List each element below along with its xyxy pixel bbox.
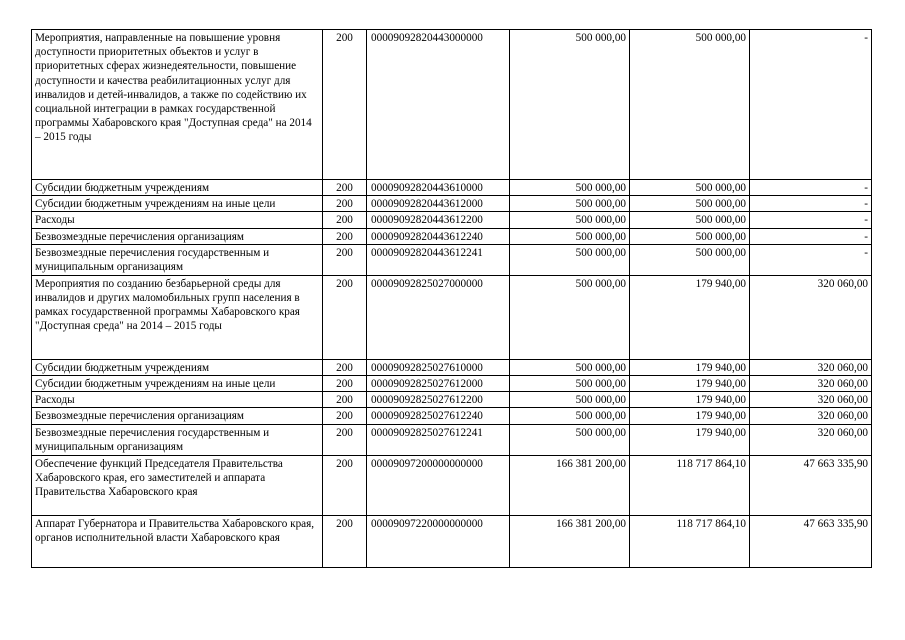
row-unexecuted: 320 060,00 xyxy=(750,408,872,424)
row-executed: 179 940,00 xyxy=(630,408,750,424)
row-approved: 500 000,00 xyxy=(510,275,630,359)
row-executed: 118 717 864,10 xyxy=(630,515,750,567)
row-unexecuted: - xyxy=(750,180,872,196)
row-name: Субсидии бюджетным учреждениям на иные цели xyxy=(32,196,323,212)
row-budget-code: 00009092825027612200 xyxy=(367,392,510,408)
row-approved: 166 381 200,00 xyxy=(510,455,630,515)
row-unexecuted: 47 663 335,90 xyxy=(750,515,872,567)
row-unexecuted: - xyxy=(750,30,872,180)
budget-execution-table xyxy=(31,29,872,568)
row-name: Безвозмездные перечисления организациям xyxy=(32,408,323,424)
row-name: Безвозмездные перечисления организациям xyxy=(32,228,323,244)
row-budget-code: 00009092820443612000 xyxy=(367,196,510,212)
row-executed: 179 940,00 xyxy=(630,359,750,375)
row-name: Расходы xyxy=(32,392,323,408)
row-unexecuted: - xyxy=(750,228,872,244)
row-line-code: 200 xyxy=(323,275,367,359)
row-executed: 500 000,00 xyxy=(630,228,750,244)
row-unexecuted: 320 060,00 xyxy=(750,275,872,359)
row-approved: 500 000,00 xyxy=(510,228,630,244)
row-executed: 500 000,00 xyxy=(630,180,750,196)
row-budget-code: 00009092825027612241 xyxy=(367,424,510,455)
row-budget-code: 00009092820443610000 xyxy=(367,180,510,196)
row-line-code: 200 xyxy=(323,212,367,228)
row-approved: 500 000,00 xyxy=(510,212,630,228)
row-name: Субсидии бюджетным учреждениям xyxy=(32,180,323,196)
row-executed: 179 940,00 xyxy=(630,392,750,408)
row-line-code: 200 xyxy=(323,408,367,424)
table-row xyxy=(32,30,872,180)
row-budget-code: 00009092825027612240 xyxy=(367,408,510,424)
table-row xyxy=(32,408,872,424)
row-name: Мероприятия, направленные на повышение уровня доступности приоритетных объектов и услуг в приоритетных сферах жизнедеятельности, повышение доступности и качества реабилитационных услуг для инвалидов и детей-инвалидов, а также по содействию их социальной интеграции в рамках государственной программы Хабаровского края "Доступная среда" на 2014 – 2015 годы xyxy=(32,30,323,180)
row-name: Обеспечение функций Председателя Правительства Хабаровского края, его заместителей и аппарата Правительства Хабаровского края xyxy=(32,455,323,515)
row-name: Субсидии бюджетным учреждениям xyxy=(32,359,323,375)
row-budget-code: 00009092820443612241 xyxy=(367,244,510,275)
row-line-code: 200 xyxy=(323,515,367,567)
report-page xyxy=(31,29,871,568)
row-unexecuted: 320 060,00 xyxy=(750,376,872,392)
row-budget-code: 00009097220000000000 xyxy=(367,515,510,567)
table-row xyxy=(32,180,872,196)
row-unexecuted: 320 060,00 xyxy=(750,359,872,375)
row-line-code: 200 xyxy=(323,244,367,275)
row-budget-code: 00009092825027610000 xyxy=(367,359,510,375)
row-budget-code: 00009092825027000000 xyxy=(367,275,510,359)
table-row xyxy=(32,455,872,515)
row-unexecuted: - xyxy=(750,212,872,228)
row-line-code: 200 xyxy=(323,359,367,375)
row-line-code: 200 xyxy=(323,180,367,196)
row-executed: 179 940,00 xyxy=(630,275,750,359)
row-approved: 500 000,00 xyxy=(510,180,630,196)
row-unexecuted: - xyxy=(750,244,872,275)
table-row xyxy=(32,359,872,375)
row-budget-code: 00009092820443000000 xyxy=(367,30,510,180)
table-row xyxy=(32,196,872,212)
row-executed: 179 940,00 xyxy=(630,424,750,455)
row-budget-code: 00009092820443612200 xyxy=(367,212,510,228)
row-unexecuted: 320 060,00 xyxy=(750,392,872,408)
row-name: Расходы xyxy=(32,212,323,228)
table-row xyxy=(32,212,872,228)
row-line-code: 200 xyxy=(323,228,367,244)
table-row xyxy=(32,424,872,455)
row-approved: 500 000,00 xyxy=(510,408,630,424)
row-approved: 500 000,00 xyxy=(510,30,630,180)
row-name: Аппарат Губернатора и Правительства Хабаровского края, органов исполнительной власти Хабаровского края xyxy=(32,515,323,567)
row-unexecuted: - xyxy=(750,196,872,212)
table-row xyxy=(32,392,872,408)
row-line-code: 200 xyxy=(323,424,367,455)
row-executed: 179 940,00 xyxy=(630,376,750,392)
row-line-code: 200 xyxy=(323,376,367,392)
row-approved: 500 000,00 xyxy=(510,376,630,392)
row-line-code: 200 xyxy=(323,455,367,515)
row-budget-code: 00009092820443612240 xyxy=(367,228,510,244)
row-approved: 500 000,00 xyxy=(510,424,630,455)
row-executed: 500 000,00 xyxy=(630,30,750,180)
table-row xyxy=(32,244,872,275)
row-approved: 500 000,00 xyxy=(510,392,630,408)
row-unexecuted: 320 060,00 xyxy=(750,424,872,455)
row-name: Безвозмездные перечисления государственным и муниципальным организациям xyxy=(32,244,323,275)
row-approved: 500 000,00 xyxy=(510,244,630,275)
row-name: Субсидии бюджетным учреждениям на иные цели xyxy=(32,376,323,392)
row-line-code: 200 xyxy=(323,196,367,212)
table-row xyxy=(32,275,872,359)
row-executed: 118 717 864,10 xyxy=(630,455,750,515)
row-budget-code: 00009097200000000000 xyxy=(367,455,510,515)
row-approved: 500 000,00 xyxy=(510,359,630,375)
table-row xyxy=(32,376,872,392)
table-row xyxy=(32,228,872,244)
row-approved: 166 381 200,00 xyxy=(510,515,630,567)
row-line-code: 200 xyxy=(323,30,367,180)
row-budget-code: 00009092825027612000 xyxy=(367,376,510,392)
row-executed: 500 000,00 xyxy=(630,244,750,275)
table-row xyxy=(32,515,872,567)
row-line-code: 200 xyxy=(323,392,367,408)
row-executed: 500 000,00 xyxy=(630,196,750,212)
row-unexecuted: 47 663 335,90 xyxy=(750,455,872,515)
row-name: Безвозмездные перечисления государственным и муниципальным организациям xyxy=(32,424,323,455)
row-executed: 500 000,00 xyxy=(630,212,750,228)
row-name: Мероприятия по созданию безбарьерной среды для инвалидов и других маломобильных групп населения в рамках государственной программы Хабаровского края "Доступная среда" на 2014 – 2015 годы xyxy=(32,275,323,359)
row-approved: 500 000,00 xyxy=(510,196,630,212)
